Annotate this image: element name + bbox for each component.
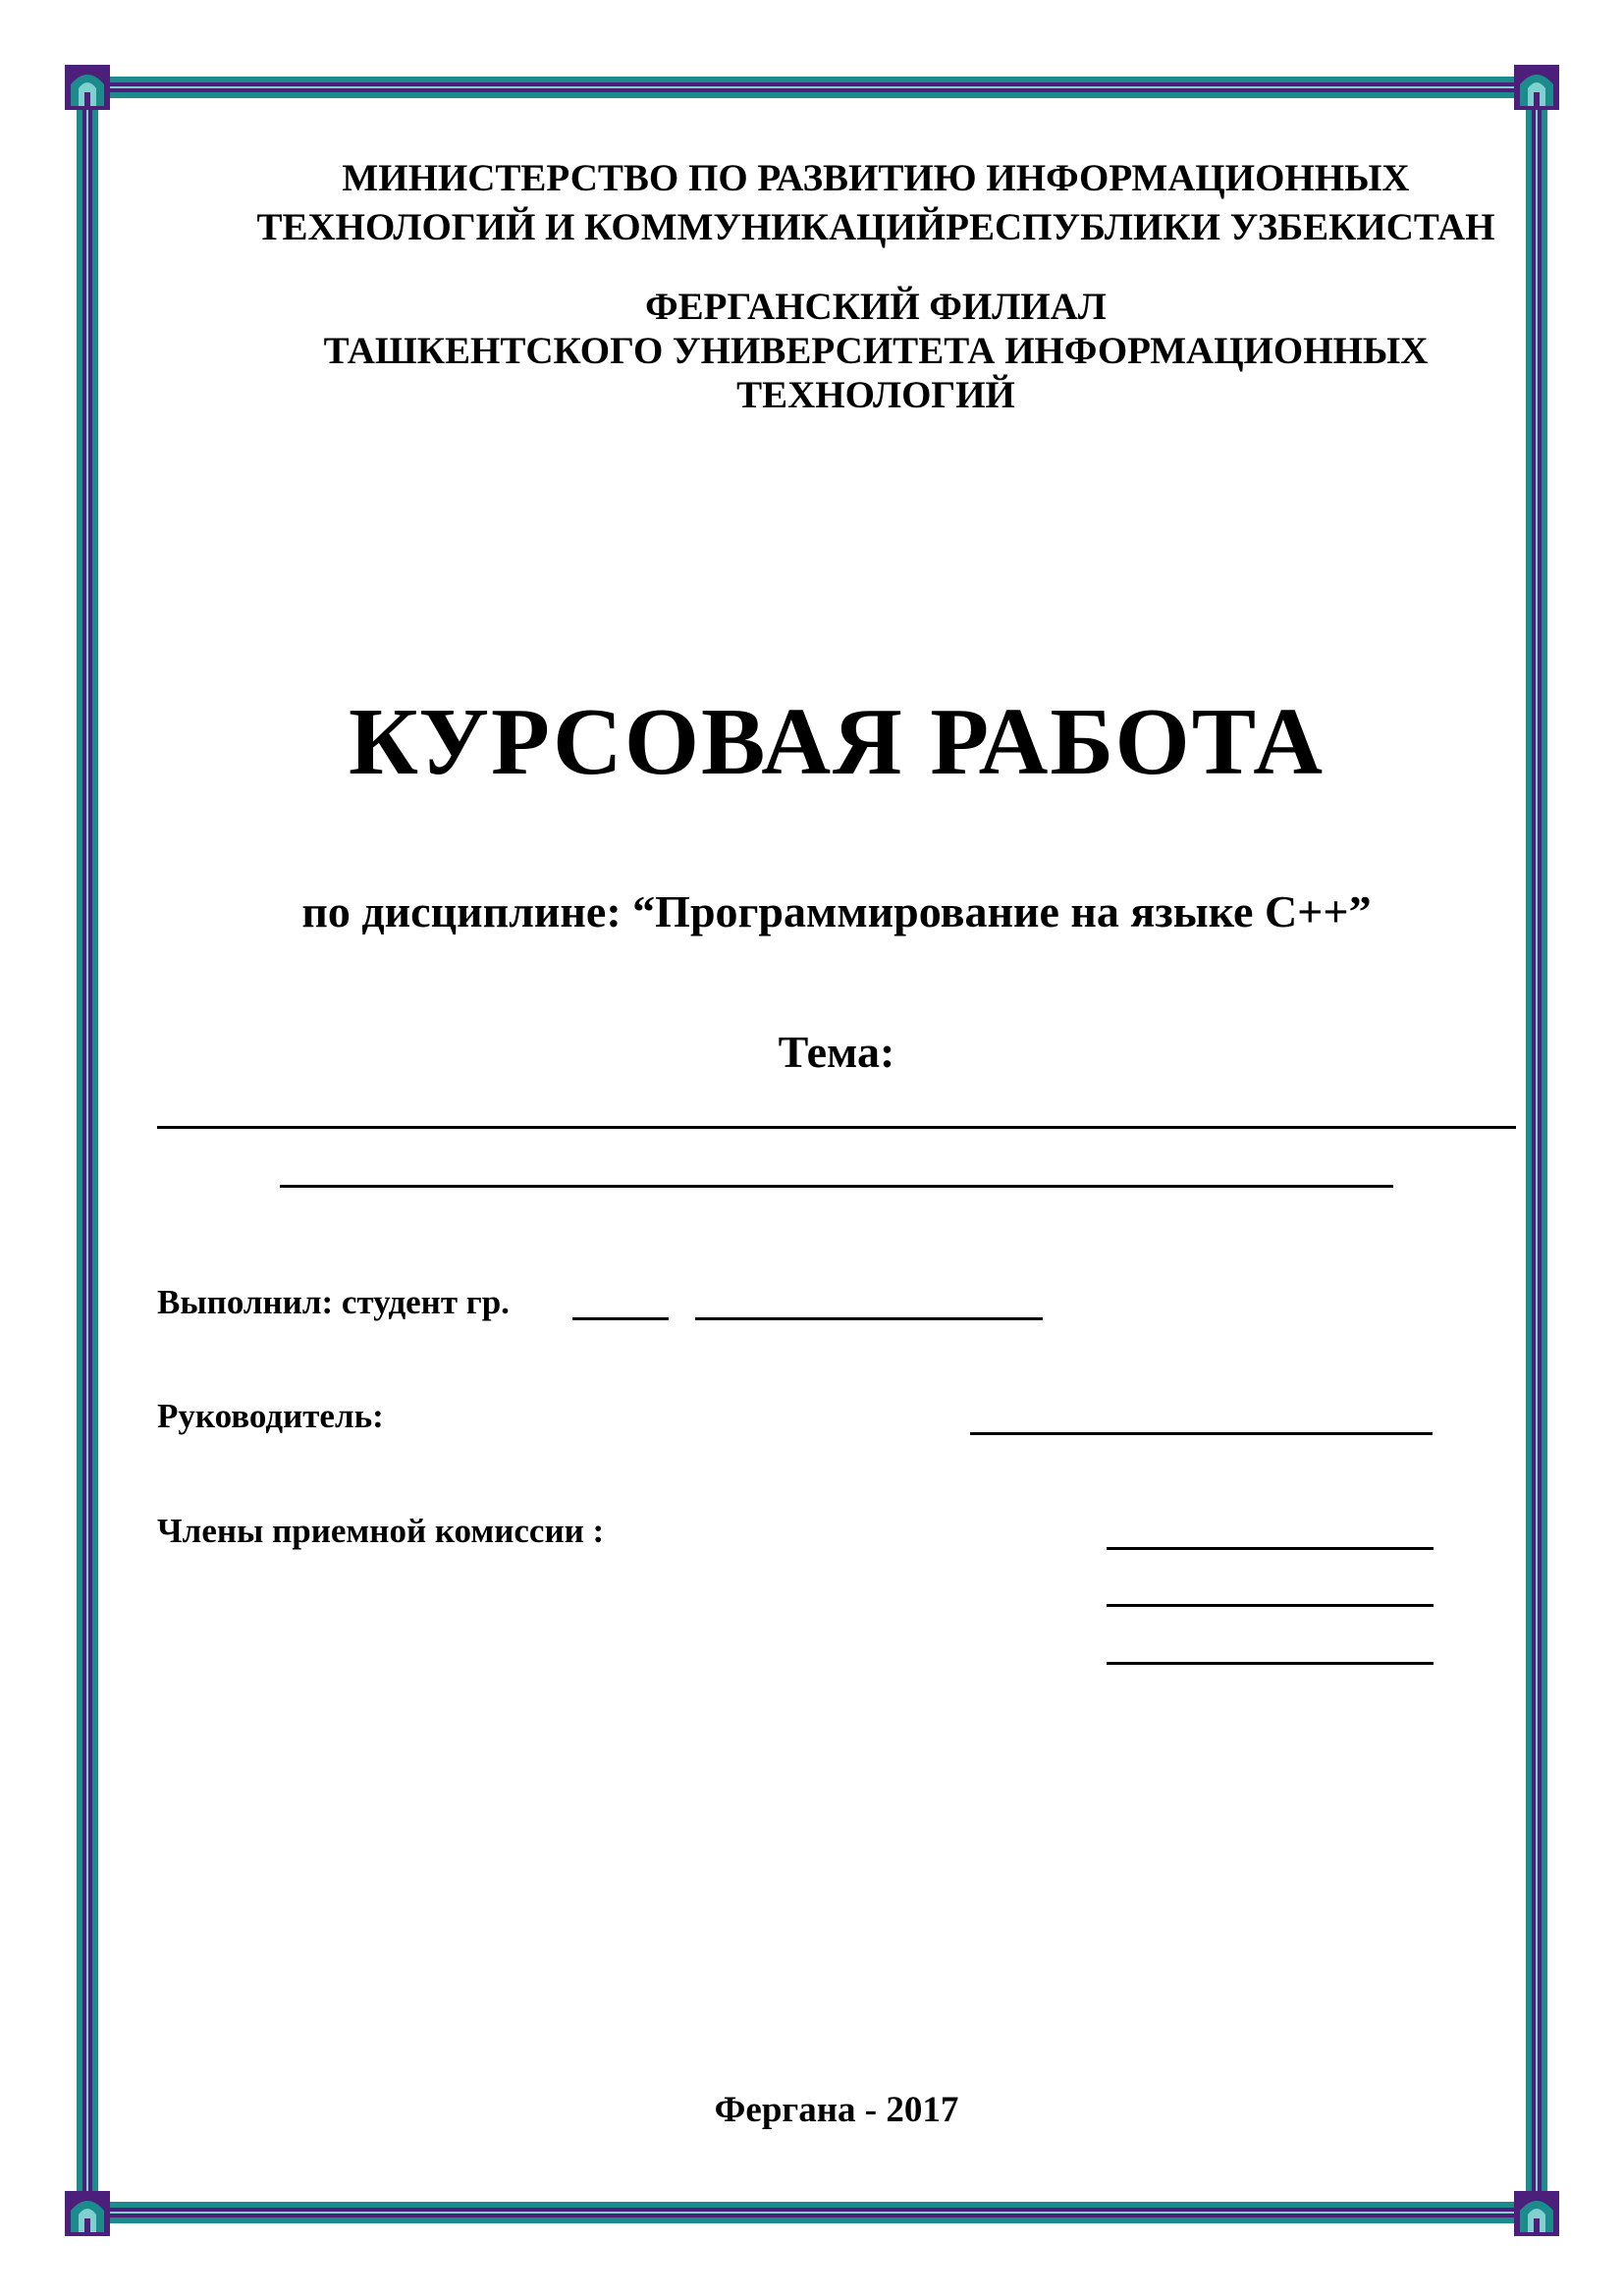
ministry-line-2: ТЕХНОЛОГИЙ И КОММУНИКАЦИЙРЕСПУБЛИКИ УЗБЕКИСТАН <box>256 206 1495 248</box>
supervisor-signature-blank <box>970 1432 1433 1435</box>
supervisor-label: Руководитель: <box>157 1397 384 1435</box>
topic-label: Тема: <box>778 1027 895 1077</box>
city-year: Фергана - 2017 <box>714 2090 959 2130</box>
student-label: Выполнил: студент гр. <box>157 1283 510 1321</box>
bottom-border-band <box>88 2202 1536 2223</box>
topic-underline-2 <box>280 1185 1393 1188</box>
branch-line-1: ФЕРГАНСКИЙ ФИЛИАЛ <box>645 286 1107 328</box>
committee-label: Члены приемной комиссии : <box>157 1512 605 1550</box>
branch-line-3: ТЕХНОЛОГИЙ <box>736 374 1015 416</box>
student-name-blank <box>695 1317 1043 1320</box>
top-border-band <box>88 77 1536 98</box>
branch-line-2: ТАШКЕНТСКОГО УНИВЕРСИТЕТА ИНФОРМАЦИОННЫХ <box>323 330 1429 372</box>
committee-signature-blank-1 <box>1107 1547 1434 1550</box>
document-title: КУРСОВАЯ РАБОТА <box>348 689 1326 795</box>
ministry-line-1: МИНИСТЕРСТВО ПО РАЗВИТИЮ ИНФОРМАЦИОННЫХ <box>342 157 1410 199</box>
corner-ornament-top-left <box>65 65 110 110</box>
corner-ornament-bottom-left <box>65 2191 110 2236</box>
committee-signature-blank-2 <box>1107 1604 1434 1607</box>
student-group-blank <box>572 1317 669 1320</box>
committee-signature-blank-3 <box>1107 1662 1434 1665</box>
discipline-line: по дисциплине: “Программирование на языке С++” <box>301 886 1372 936</box>
corner-ornament-top-right <box>1514 65 1559 110</box>
corner-ornament-bottom-right <box>1514 2191 1559 2236</box>
topic-underline-1 <box>157 1126 1516 1129</box>
